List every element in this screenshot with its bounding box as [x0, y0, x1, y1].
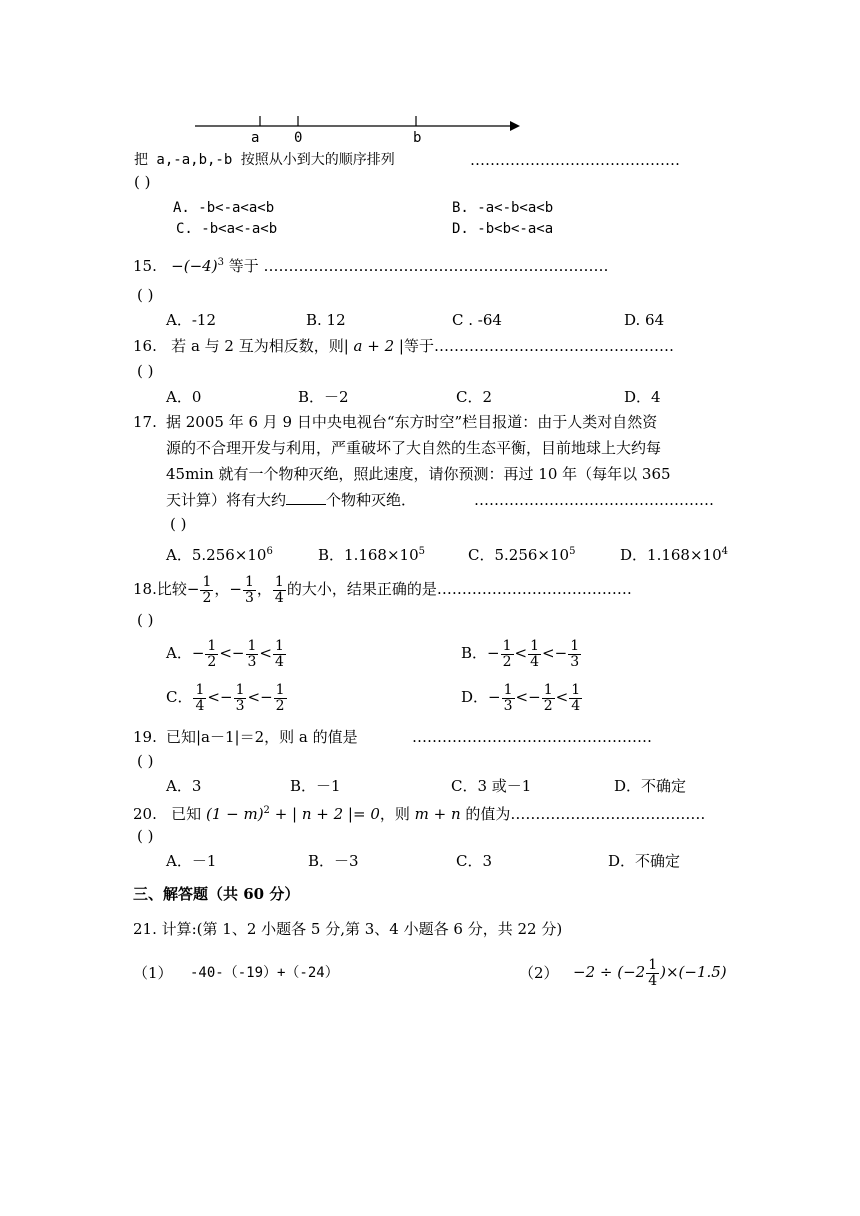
q21-part2-pre: −2 ÷ (−2	[573, 963, 646, 981]
q17-option-a-exp: 6	[266, 546, 273, 557]
minus-sign: −	[487, 644, 500, 662]
fraction-one-quarter	[646, 958, 659, 989]
q17-blank	[286, 490, 326, 505]
minus-sign: −	[488, 688, 501, 706]
q18-number: 18.	[133, 580, 157, 598]
q20-number: 20.	[133, 805, 157, 823]
numerator: 1	[207, 637, 217, 654]
q14-stem: 把 a,-a,b,-b 按照从小到大的顺序排列	[134, 152, 395, 168]
q17-option-c-text: C．5.256×10	[468, 546, 570, 564]
q20-expression2: + | n + 2 |= 0	[269, 805, 380, 823]
q14-option-d: D. -b<b<-a<a	[452, 221, 554, 237]
q21-part2-post: )×(−1.5)	[660, 963, 727, 981]
fraction	[501, 639, 514, 670]
denominator: 3	[247, 653, 257, 670]
q17-line4a: 天计算）将有大约	[166, 491, 287, 509]
minus-sign: −	[219, 688, 233, 706]
q17-option-b	[318, 542, 425, 565]
less-than: <	[207, 688, 220, 706]
less-than: <	[514, 644, 528, 662]
q14-option-b: B. -a<-b<a<b	[452, 200, 554, 216]
q19-option-a: A．3	[166, 777, 202, 795]
numerator: 1	[571, 681, 581, 698]
q16-dots: …………………………………………	[433, 337, 674, 355]
q15-text: 等于	[223, 257, 259, 275]
q16-stem	[133, 336, 674, 356]
minus-sign: −	[191, 644, 205, 662]
q17-line4	[166, 490, 416, 510]
q20-expression3: m + n	[409, 805, 466, 823]
fraction-one-third	[243, 575, 256, 606]
q18-text2: 的大小，结果正确的是	[286, 580, 437, 598]
fraction	[568, 639, 581, 670]
fraction-one-half	[200, 575, 213, 606]
minus-sign: −	[186, 580, 200, 598]
q14-option-c: C. -b<a<-a<b	[176, 221, 278, 237]
numerator: 1	[244, 573, 254, 590]
denominator: 2	[502, 653, 512, 670]
numerator: 1	[195, 681, 205, 698]
q17-option-d	[620, 542, 728, 565]
q17-option-c	[468, 542, 575, 565]
denominator: 2	[207, 653, 217, 670]
minus-sign: −	[528, 688, 541, 706]
denominator: 3	[503, 697, 513, 714]
q16-option-a: A．0	[166, 388, 202, 406]
q15-option-c: C . -64	[452, 311, 502, 329]
q20-option-c: C．3	[456, 852, 493, 870]
fraction	[205, 639, 218, 670]
fraction	[528, 639, 541, 670]
q20-expression: (1 − m)	[205, 805, 264, 823]
fraction-one-quarter	[273, 575, 286, 606]
q14-dots: ……………………………………	[470, 151, 680, 169]
number-line	[190, 112, 530, 152]
q17-line3: 45min 就有一个物种灭绝，照此速度，请你预测：再过 10 年（每年以 365	[166, 465, 671, 483]
denominator: 4	[530, 653, 540, 670]
q16-abs-expression: | a + 2 |	[343, 337, 404, 355]
q20-stem	[133, 801, 705, 824]
less-than: <	[555, 688, 569, 706]
q16-paren: ( )	[137, 362, 154, 380]
q19-dots: …………………………………………	[412, 728, 652, 746]
q20-option-a: A．－1	[166, 852, 217, 870]
denominator: 4	[275, 653, 284, 670]
q21-part2-expression	[573, 952, 727, 992]
fraction	[502, 683, 515, 714]
denominator: 4	[195, 697, 205, 714]
q19-option-b: B．－1	[290, 777, 341, 795]
denominator: 2	[275, 697, 285, 714]
q20-text1: 已知	[171, 805, 202, 823]
minus-sign: −	[229, 580, 242, 598]
comma: ，	[256, 580, 272, 598]
q16-number: 16.	[133, 337, 157, 355]
comma: ，	[214, 580, 230, 598]
numerator: 1	[235, 681, 245, 698]
denominator: 3	[570, 653, 580, 670]
fraction	[193, 683, 206, 714]
q17-line4b: 个物种灭绝．	[326, 491, 417, 509]
q16-text1: 若 a 与 2 互为相反数，则	[171, 337, 344, 355]
q14-paren: ( )	[134, 173, 151, 191]
q18-text1: 比较	[156, 580, 187, 598]
denominator: 2	[543, 697, 553, 714]
numberline-label-0: 0	[294, 130, 303, 146]
fraction	[234, 683, 247, 714]
less-than: <	[259, 644, 272, 662]
q17-line2: 源的不合理开发与利用，严重破坏了大自然的生态平衡，目前地球上大约每	[166, 439, 662, 457]
q21-part2-label: （2）	[519, 964, 559, 982]
less-than: <	[219, 644, 232, 662]
q21-text: 21. 计算:(第 1、2 小题各 5 分,第 3、4 小题各 6 分，共 22 分)	[133, 920, 563, 938]
q20-option-d: D．不确定	[608, 852, 681, 870]
less-than: <	[515, 688, 529, 706]
q17-dots: …………………………………………	[474, 491, 714, 509]
denominator: 4	[648, 972, 658, 989]
q20-paren: ( )	[137, 827, 154, 845]
q15-option-a: A．-12	[166, 311, 216, 329]
q15-dots: ……………………………………………………………	[263, 257, 609, 275]
fraction	[274, 683, 287, 714]
q20-exponent: 2	[263, 805, 270, 816]
numerator: 1	[202, 573, 212, 590]
q17-option-d-exp: 4	[721, 546, 728, 557]
q15-option-b: B. 12	[306, 311, 346, 329]
q21-part1-expression: -40-（-19）+（-24）	[190, 965, 339, 981]
q17-option-c-exp: 5	[569, 546, 576, 557]
option-label: C．	[166, 688, 193, 706]
numerator: 1	[275, 637, 284, 654]
q15-exponent: 3	[217, 257, 224, 268]
numerator: 1	[247, 637, 257, 654]
q17-option-a-text: A．5.256×10	[166, 546, 267, 564]
denominator: 2	[202, 589, 212, 606]
q19-number: 19.	[133, 728, 157, 746]
minus-sign: −	[260, 688, 273, 706]
q20-dots: …………………………………	[510, 805, 706, 823]
minus-sign: −	[554, 644, 568, 662]
q17-line1: 据 2005 年 6 月 9 日中央电视台“东方时空”栏目报道：由于人类对自然资	[166, 413, 658, 431]
denominator: 3	[244, 589, 254, 606]
q16-option-b: B．－2	[298, 388, 349, 406]
minus-sign: −	[231, 644, 245, 662]
q17-option-a	[166, 542, 273, 565]
q18-option-d	[461, 680, 583, 714]
q19-option-d: D．不确定	[614, 777, 687, 795]
q17-option-b-text: B．1.168×10	[318, 546, 419, 564]
less-than: <	[247, 688, 261, 706]
q17-option-d-text: D．1.168×10	[620, 546, 722, 564]
denominator: 3	[235, 697, 245, 714]
q20-option-b: B．－3	[308, 852, 359, 870]
numerator: 1	[502, 637, 512, 654]
numberline-label-b: b	[413, 130, 422, 146]
q18-option-a	[166, 636, 287, 670]
q18-paren: ( )	[137, 611, 154, 629]
numerator: 1	[275, 681, 285, 698]
q18-stem	[133, 572, 632, 606]
q15-expression: −(−4)	[171, 257, 218, 275]
q15-stem	[133, 253, 609, 276]
q16-option-d: D．4	[624, 388, 661, 406]
option-label: D．	[461, 688, 489, 706]
q21-part1-label: （1）	[133, 964, 173, 982]
less-than: <	[542, 644, 555, 662]
q16-option-c: C．2	[456, 388, 493, 406]
numerator: 1	[274, 573, 284, 590]
numerator: 1	[530, 637, 540, 654]
q15-option-d: D. 64	[624, 311, 665, 329]
numberline-label-a: a	[251, 130, 260, 146]
denominator: 4	[571, 697, 581, 714]
q17-number: 17.	[133, 413, 157, 431]
q14-option-a: A. -b<-a<a<b	[173, 200, 275, 216]
fraction	[273, 639, 286, 670]
q19-paren: ( )	[137, 752, 154, 770]
q18-option-b	[461, 636, 582, 670]
q19-text: 已知|a－1|＝2，则 a 的值是	[166, 728, 358, 746]
section-title: 三、解答题（共 60 分）	[133, 885, 300, 903]
option-label: A．	[166, 644, 192, 662]
fraction	[569, 683, 582, 714]
q15-paren: ( )	[137, 286, 154, 304]
numerator: 1	[648, 956, 658, 973]
q17-option-b-exp: 5	[418, 546, 425, 557]
q15-number: 15.	[133, 257, 157, 275]
q17-paren: ( )	[170, 515, 187, 533]
option-label: B．	[461, 644, 488, 662]
numerator: 1	[570, 637, 580, 654]
fraction	[542, 683, 555, 714]
q20-text2: ，则	[379, 805, 410, 823]
q19-option-c: C．3 或－1	[451, 777, 532, 795]
q18-option-c	[166, 680, 288, 714]
denominator: 4	[274, 589, 284, 606]
q16-text2: 等于	[403, 337, 434, 355]
q18-dots: …………………………………	[436, 580, 632, 598]
q20-text3: 的值为	[465, 805, 511, 823]
numerator: 1	[543, 681, 553, 698]
numerator: 1	[503, 681, 513, 698]
fraction	[246, 639, 259, 670]
